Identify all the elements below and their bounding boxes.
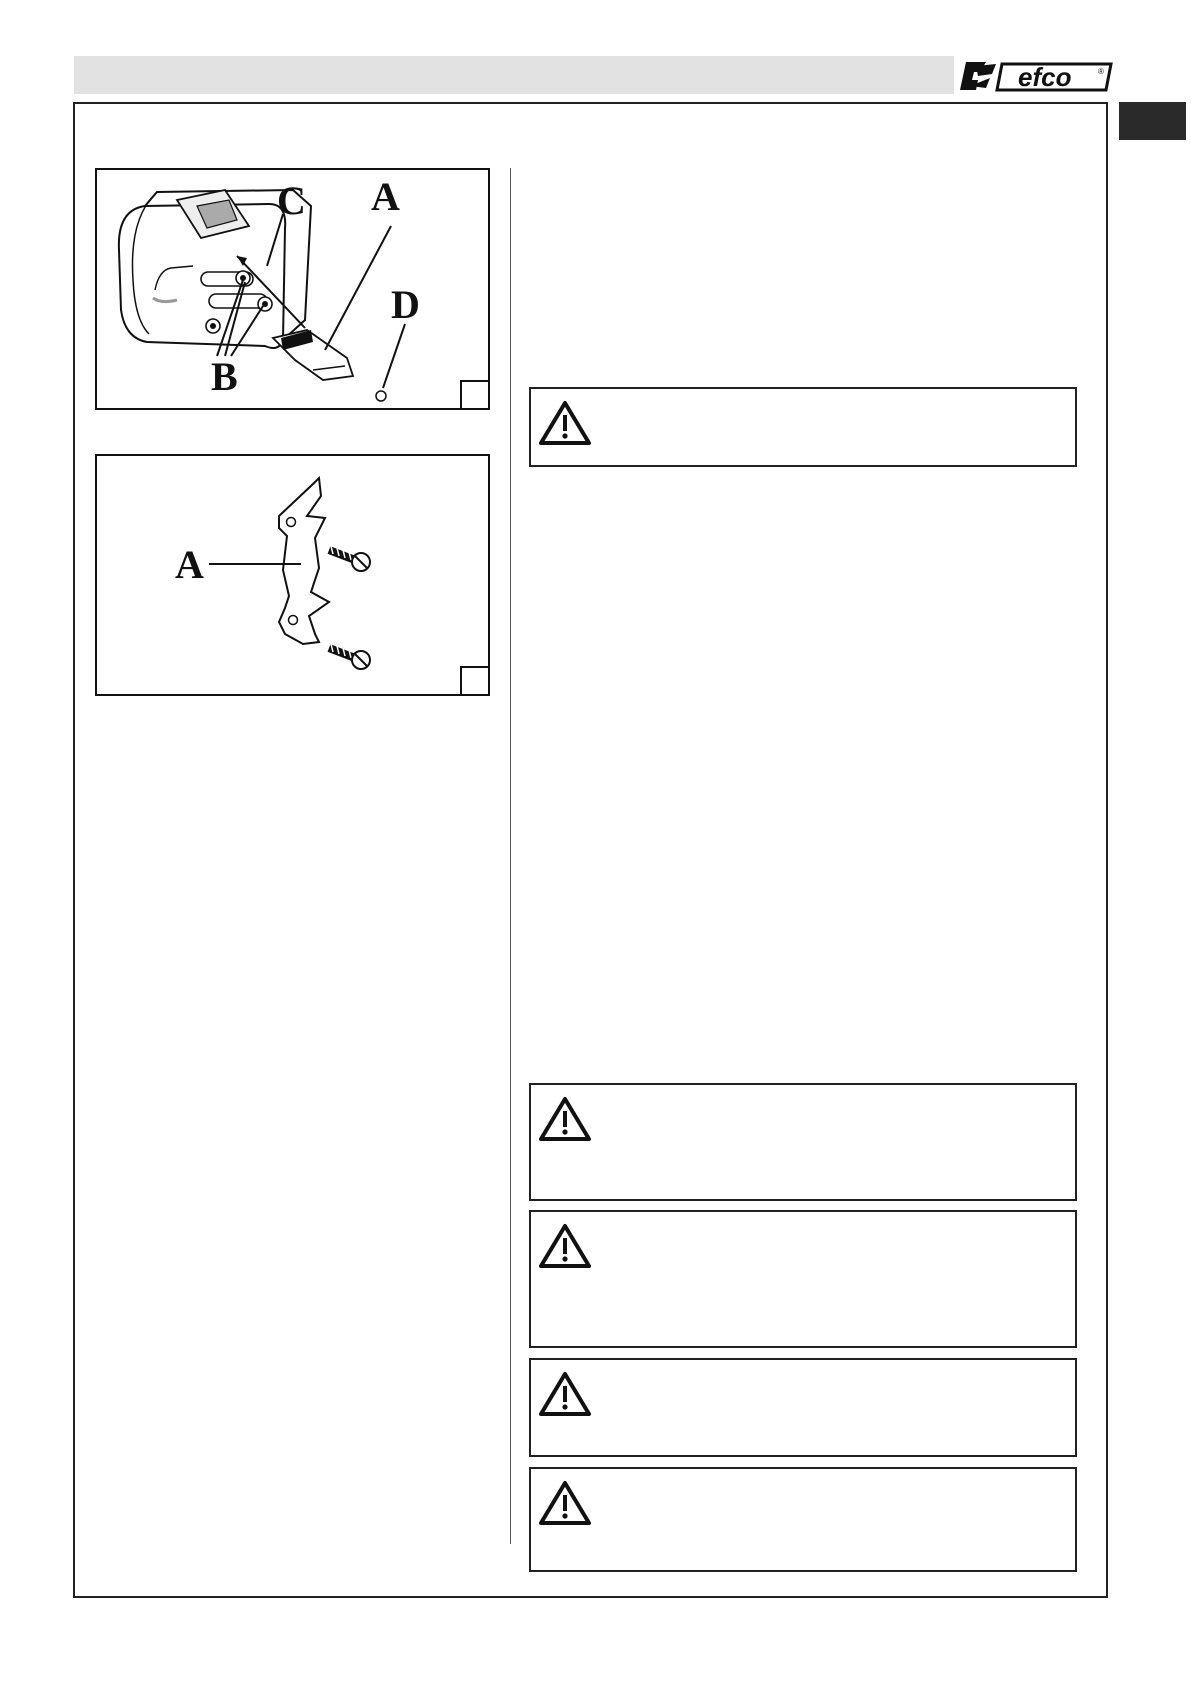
brand-wordmark: efco <box>1018 62 1072 92</box>
warning-box-4 <box>529 1358 1077 1457</box>
column-divider <box>510 168 511 1544</box>
label-a: A <box>371 174 400 219</box>
warning-triangle-icon <box>538 399 592 447</box>
warning-triangle-icon <box>538 1095 592 1143</box>
figure-2-bumper-spike <box>95 454 490 696</box>
warning-box-1 <box>529 387 1077 467</box>
figure-1-muffler-spark-arrester <box>95 168 490 410</box>
warning-box-5 <box>529 1467 1077 1572</box>
registered-mark: ® <box>1098 67 1104 76</box>
label-b: B <box>211 354 238 399</box>
warning-box-2 <box>529 1083 1077 1201</box>
figure-number-box <box>460 380 488 408</box>
muffler-illustration <box>97 170 490 410</box>
leaf-emblem-icon <box>960 62 996 90</box>
warning-triangle-icon <box>538 1479 592 1527</box>
warning-triangle-icon <box>538 1370 592 1418</box>
label-c: C <box>277 178 306 223</box>
efco-logo <box>956 56 1114 96</box>
screw-d <box>376 391 386 401</box>
header-bar <box>74 56 954 94</box>
section-tab <box>1119 102 1186 140</box>
screw-lower <box>329 644 370 669</box>
warning-box-3 <box>529 1210 1077 1348</box>
nut-b-3 <box>206 319 220 333</box>
bumper-spike-illustration <box>97 456 490 696</box>
screw-upper <box>329 546 370 571</box>
label-d: D <box>391 282 420 327</box>
label-a: A <box>175 542 204 587</box>
warning-triangle-icon <box>538 1222 592 1270</box>
figure-number-box <box>460 666 488 694</box>
